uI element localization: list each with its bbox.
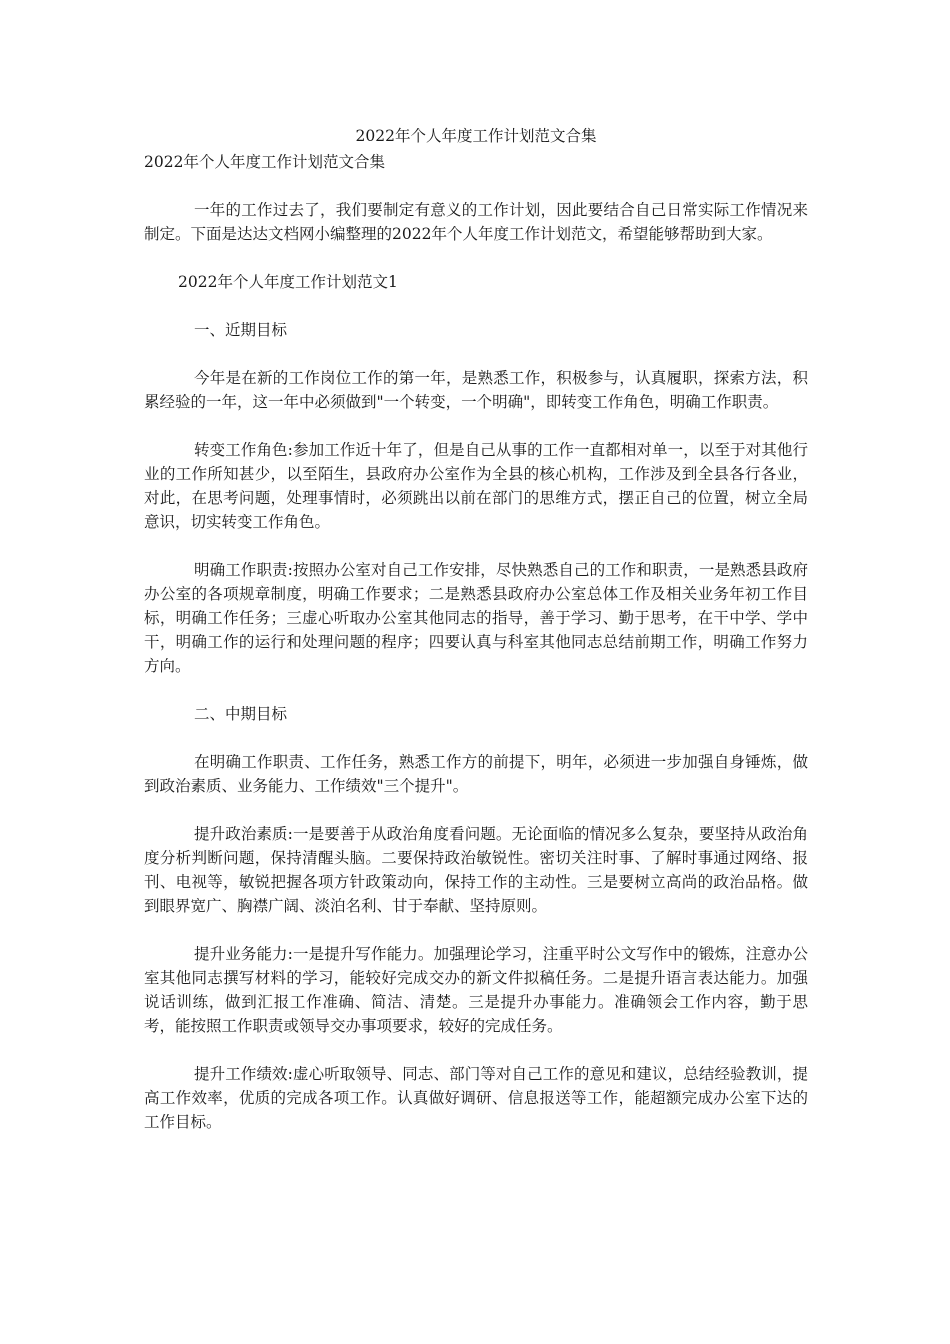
body-paragraph: 明确工作职责:按照办公室对自己工作安排，尽快熟悉自己的工作和职责，一是熟悉县政府办公室的各项规章制度，明确工作要求；二是熟悉县政府办公室总体工作及相关业务年初工作目标，明确工作任务；三虚心听取办公室其他同志的指导，善于学习、勤于思考，在干中学、学中干，明确工作的运行和处理问题的程序；四要认真与科室其他同志总结前期工作，明确工作努力方向。 (144, 561, 808, 675)
body-paragraph: 提升政治素质:一是要善于从政治角度看问题。无论面临的情况多么复杂，要坚持从政治角度分析判断问题，保持清醒头脑。二要保持政治敏锐性。密切关注时事、了解时事通过网络、报刊、电视等，敏锐把握各项方针政策动向，保持工作的主动性。三是要树立高尚的政治品格。做到眼界宽广、胸襟广阔、淡泊名利、甘于奉献、坚持原则。 (144, 825, 808, 915)
body-paragraph: 提升业务能力:一是提升写作能力。加强理论学习，注重平时公文写作中的锻炼，注意办公室其他同志撰写材料的学习，能较好完成交办的新文件拟稿任务。二是提升语言表达能力。加强说话训练，做到汇报工作准确、简洁、清楚。三是提升办事能力。准确领会工作内容，勤于思考，能按照工作职责或领导交办事项要求，较好的完成任务。 (144, 945, 808, 1035)
document-body (144, 198, 808, 1158)
document-title: 2022年个人年度工作计划范文合集 (355, 127, 597, 145)
body-paragraph: 在明确工作职责、工作任务，熟悉工作方的前提下，明年，必须进一步加强自身锤炼，做到政治素质、业务能力、工作绩效"三个提升"。 (144, 753, 808, 795)
subsection-heading: 一、近期目标 (194, 321, 288, 339)
body-paragraph: 今年是在新的工作岗位工作的第一年，是熟悉工作，积极参与，认真履职，探索方法，积累经验的一年，这一年中必须做到"一个转变，一个明确"，即转变工作角色，明确工作职责。 (144, 369, 808, 411)
body-paragraph: 转变工作角色:参加工作近十年了，但是自己从事的工作一直都相对单一，以至于对其他行业的工作所知甚少，以至陌生，县政府办公室作为全县的核心机构，工作涉及到全县各行各业，对此，在思考问题，处理事情时，必须跳出以前在部门的思维方式，摆正自己的位置，树立全局意识，切实转变工作角色。 (144, 441, 808, 531)
body-paragraph: 提升工作绩效:虚心听取领导、同志、部门等对自己工作的意见和建议，总结经验教训，提高工作效率，优质的完成各项工作。认真做好调研、信息报送等工作，能超额完成办公室下达的工作目标。 (144, 1065, 808, 1131)
document-subtitle: 2022年个人年度工作计划范文合集 (144, 153, 385, 171)
intro-paragraph: 一年的工作过去了，我们要制定有意义的工作计划，因此要结合自己日常实际工作情况来制定。下面是达达文档网小编整理的2022年个人年度工作计划范文，希望能够帮助到大家。 (144, 201, 808, 243)
section-heading: 2022年个人年度工作计划范文1 (178, 273, 398, 291)
subsection-heading: 二、中期目标 (194, 705, 288, 723)
